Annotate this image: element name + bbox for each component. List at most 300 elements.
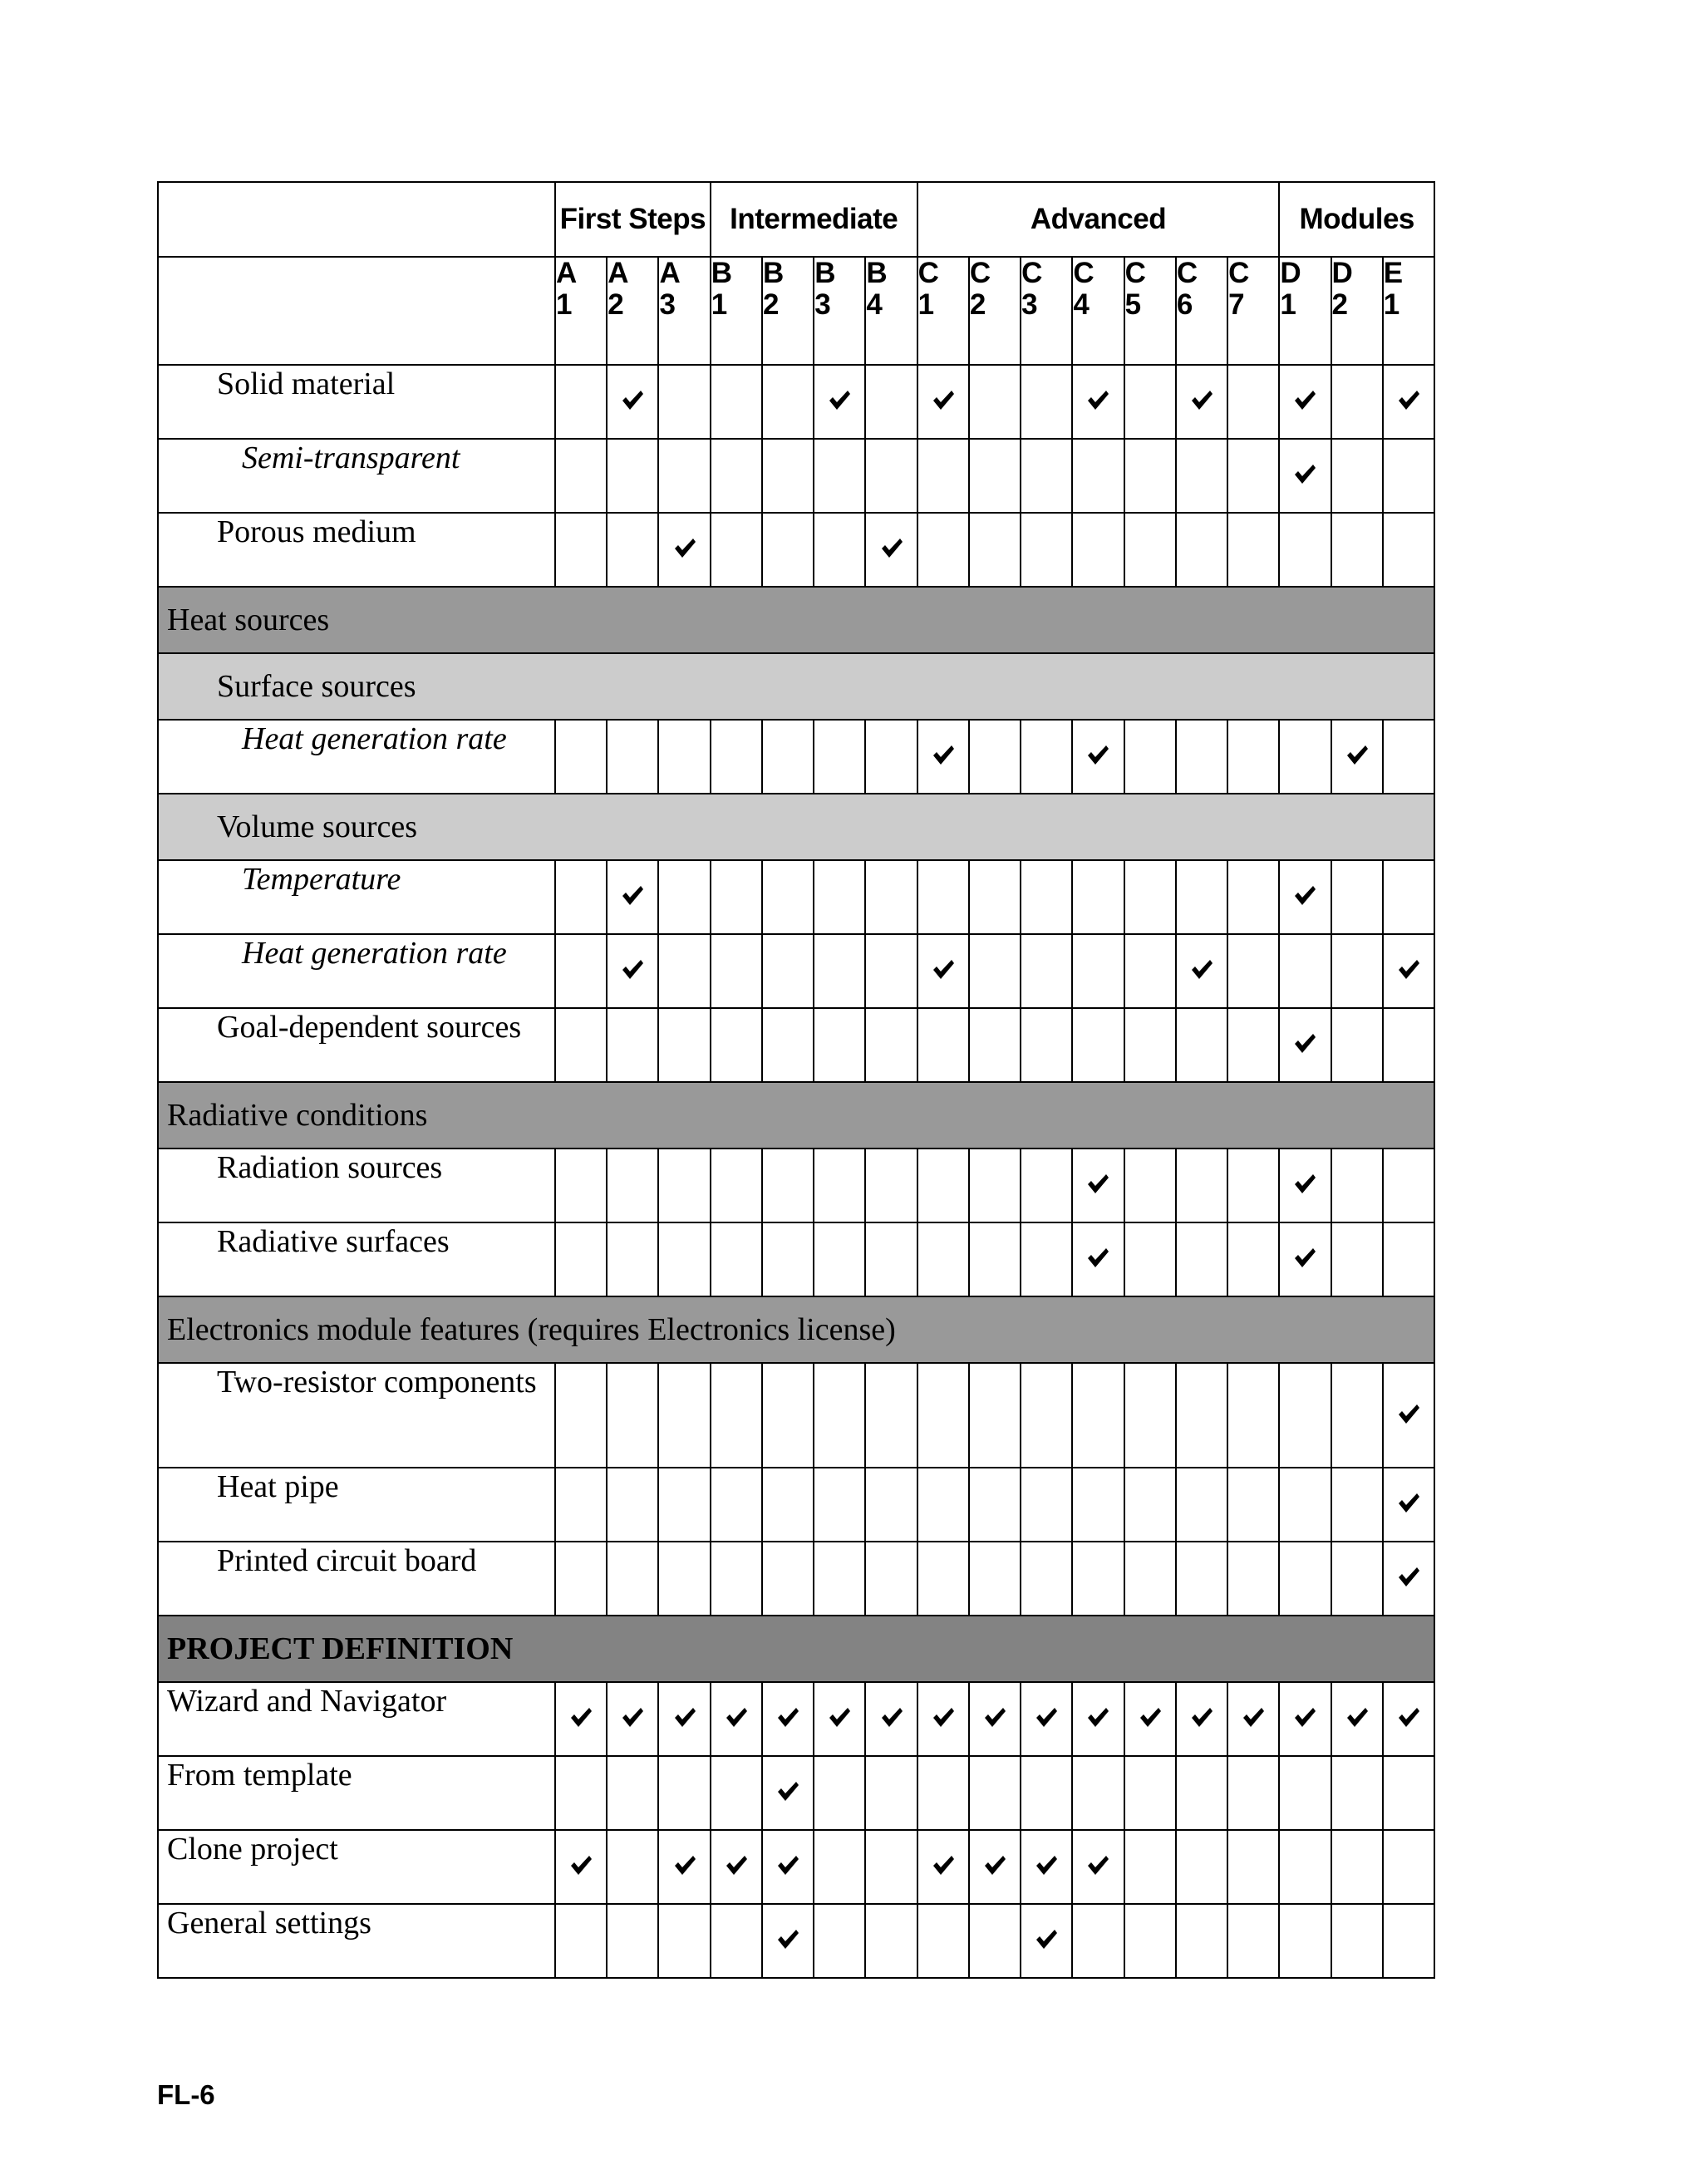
checkmark-icon [931, 957, 956, 981]
column-header [1021, 257, 1072, 365]
tutorial-cell [865, 1756, 917, 1830]
tutorial-cell [1227, 365, 1279, 439]
tutorial-cell [865, 720, 917, 794]
column-header [865, 257, 917, 365]
tutorial-cell [711, 720, 762, 794]
tutorial-cell [1072, 1222, 1124, 1296]
feature-label: Goal-dependent sources [158, 1008, 555, 1082]
column-header [1331, 257, 1383, 365]
tutorial-cell [658, 1830, 710, 1904]
section-title: Surface sources [158, 653, 1434, 720]
checkmark-icon [827, 387, 852, 412]
tutorial-cell [1383, 1008, 1434, 1082]
feature-label: Porous medium [158, 513, 555, 587]
tutorial-cell [1331, 1904, 1383, 1978]
feature-row [158, 365, 1434, 439]
tutorial-cell [1072, 934, 1124, 1008]
tutorial-cell [1331, 1222, 1383, 1296]
column-letter: C [969, 257, 991, 289]
tutorial-cell [1383, 1149, 1434, 1222]
tutorial-cell [1176, 1830, 1227, 1904]
column-header [711, 257, 762, 365]
checkmark-icon [775, 1926, 800, 1951]
column-letter: D [1331, 257, 1353, 289]
tutorial-cell [1383, 1363, 1434, 1468]
tutorial-cell [1072, 439, 1124, 513]
tutorial-cell [969, 720, 1021, 794]
tutorial-cell [711, 1149, 762, 1222]
checkmark-icon [1292, 1171, 1317, 1196]
checkmark-icon [1396, 1564, 1421, 1589]
tutorial-cell [1331, 1542, 1383, 1616]
tutorial-cell [1072, 365, 1124, 439]
tutorial-cell [555, 934, 607, 1008]
checkmark-icon [1345, 1704, 1370, 1729]
tutorial-cell [607, 1756, 658, 1830]
tutorial-cell [1021, 1830, 1072, 1904]
tutorial-cell [555, 1542, 607, 1616]
tutorial-cell [814, 513, 865, 587]
tutorial-cell [1072, 1468, 1124, 1542]
column-number: 2 [762, 288, 780, 321]
tutorial-cell [1072, 1904, 1124, 1978]
tutorial-cell [917, 1363, 969, 1468]
tutorial-cell [1021, 365, 1072, 439]
tutorial-cell [1279, 1222, 1331, 1296]
tutorial-cell [814, 1904, 865, 1978]
column-header [1176, 257, 1227, 365]
feature-row [158, 1008, 1434, 1082]
group-header: Intermediate [711, 182, 917, 257]
tutorial-cell [814, 1363, 865, 1468]
tutorial-cell [1176, 860, 1227, 934]
checkmark-icon [1085, 1852, 1110, 1877]
tutorial-cell [762, 720, 814, 794]
tutorial-cell [555, 1468, 607, 1542]
tutorial-cell [658, 1542, 710, 1616]
checkmark-icon [1292, 461, 1317, 486]
feature-row [158, 1468, 1434, 1542]
tutorial-cell [711, 1904, 762, 1978]
column-header [1383, 257, 1434, 365]
tutorial-cell [762, 1830, 814, 1904]
tutorial-cell [711, 1222, 762, 1296]
tutorial-cell [865, 1682, 917, 1756]
tutorial-cell [1124, 1542, 1176, 1616]
column-header [969, 257, 1021, 365]
column-number: 1 [917, 288, 935, 321]
tutorial-cell [658, 1756, 710, 1830]
feature-row [158, 1756, 1434, 1830]
tutorial-cell [1331, 513, 1383, 587]
tutorial-cell [1072, 1008, 1124, 1082]
tutorial-cell [1383, 934, 1434, 1008]
tutorial-cell [917, 1756, 969, 1830]
checkmark-icon [1085, 1245, 1110, 1270]
tutorial-cell [1124, 1363, 1176, 1468]
group-header: Advanced [917, 182, 1280, 257]
tutorial-cell [1176, 1149, 1227, 1222]
tutorial-cell [969, 1542, 1021, 1616]
tutorial-cell [969, 1904, 1021, 1978]
tutorial-cell [917, 365, 969, 439]
checkmark-icon [1396, 957, 1421, 981]
tutorial-cell [658, 1904, 710, 1978]
column-number: 7 [1228, 288, 1245, 321]
checkmark-icon [1034, 1852, 1059, 1877]
tutorial-cell [607, 1363, 658, 1468]
tutorial-cell [865, 1468, 917, 1542]
checkmark-icon [879, 535, 904, 560]
tutorial-cell [1124, 1008, 1176, 1082]
tutorial-cell [607, 1149, 658, 1222]
checkmark-icon [775, 1852, 800, 1877]
tutorial-cell [1331, 720, 1383, 794]
tutorial-cell [865, 513, 917, 587]
tutorial-cell [658, 1468, 710, 1542]
tutorial-cell [865, 1363, 917, 1468]
checkmark-icon [1292, 883, 1317, 908]
tutorial-cell [865, 1542, 917, 1616]
column-letter: C [1124, 257, 1146, 289]
feature-matrix-table [157, 181, 1435, 1979]
tutorial-cell [1383, 1756, 1434, 1830]
tutorial-cell [555, 1149, 607, 1222]
tutorial-cell [1331, 1363, 1383, 1468]
column-header [1124, 257, 1176, 365]
tutorial-cell [711, 860, 762, 934]
tutorial-cell [1124, 1830, 1176, 1904]
tutorial-cell [1072, 1363, 1124, 1468]
checkmark-icon [1292, 1704, 1317, 1729]
section-header-row [158, 653, 1434, 720]
tutorial-cell [917, 1542, 969, 1616]
tutorial-cell [658, 934, 710, 1008]
tutorial-cell [1124, 1222, 1176, 1296]
checkmark-icon [568, 1852, 593, 1877]
column-header [917, 257, 969, 365]
column-number: 1 [556, 288, 573, 321]
tutorial-cell [1021, 1468, 1072, 1542]
tutorial-cell [1176, 513, 1227, 587]
tutorial-cell [1227, 720, 1279, 794]
tutorial-cell [711, 439, 762, 513]
tutorial-cell [814, 439, 865, 513]
tutorial-cell [969, 1008, 1021, 1082]
column-letter: C [1021, 257, 1043, 289]
tutorial-cell [1383, 1682, 1434, 1756]
column-letter: D [1280, 257, 1301, 289]
checkmark-icon [1138, 1704, 1163, 1729]
tutorial-cell [1072, 1830, 1124, 1904]
checkmark-icon [982, 1852, 1007, 1877]
feature-label: From template [158, 1756, 555, 1830]
column-letter: C [1073, 257, 1094, 289]
tutorial-cell [814, 720, 865, 794]
column-number: 2 [1331, 288, 1349, 321]
tutorial-cell [865, 1904, 917, 1978]
tutorial-cell [1227, 1830, 1279, 1904]
tutorial-cell [658, 1149, 710, 1222]
tutorial-cell [1227, 1542, 1279, 1616]
tutorial-cell [1021, 1756, 1072, 1830]
tutorial-cell [1331, 1149, 1383, 1222]
column-number: 4 [866, 288, 883, 321]
tutorial-cell [1176, 1756, 1227, 1830]
tutorial-cell [762, 1682, 814, 1756]
tutorial-cell [917, 1830, 969, 1904]
tutorial-cell [1176, 1904, 1227, 1978]
tutorial-cell [1176, 439, 1227, 513]
column-header [762, 257, 814, 365]
feature-row [158, 1904, 1434, 1978]
tutorial-cell [1331, 439, 1383, 513]
column-letter: B [866, 257, 888, 289]
feature-row [158, 860, 1434, 934]
tutorial-cell [1227, 1363, 1279, 1468]
column-header [814, 257, 865, 365]
tutorial-cell [1072, 1682, 1124, 1756]
checkmark-icon [1292, 387, 1317, 412]
checkmark-icon [1241, 1704, 1266, 1729]
tutorial-cell [1072, 860, 1124, 934]
tutorial-cell [969, 1468, 1021, 1542]
tutorial-cell [865, 1149, 917, 1222]
tutorial-cell [1176, 720, 1227, 794]
tutorial-cell [1331, 934, 1383, 1008]
tutorial-cell [658, 1682, 710, 1756]
tutorial-cell [607, 439, 658, 513]
column-header [555, 257, 607, 365]
tutorial-cell [1021, 1222, 1072, 1296]
checkmark-icon [1292, 1031, 1317, 1055]
tutorial-cell [555, 1904, 607, 1978]
tutorial-cell [1279, 1904, 1331, 1978]
section-header-row [158, 1616, 1434, 1682]
tutorial-cell [658, 1363, 710, 1468]
tutorial-cell [555, 1008, 607, 1082]
tutorial-cell [762, 439, 814, 513]
tutorial-cell [969, 934, 1021, 1008]
column-letter: E [1383, 257, 1404, 289]
tutorial-cell [1176, 365, 1227, 439]
section-title: Heat sources [158, 587, 1434, 653]
tutorial-cell [1331, 365, 1383, 439]
tutorial-cell [969, 365, 1021, 439]
tutorial-cell [969, 1830, 1021, 1904]
tutorial-cell [1124, 439, 1176, 513]
tutorial-cell [1383, 720, 1434, 794]
tutorial-cell [1383, 365, 1434, 439]
tutorial-cell [555, 1682, 607, 1756]
tutorial-cell [555, 1222, 607, 1296]
tutorial-cell [1331, 1008, 1383, 1082]
column-letter: C [917, 257, 939, 289]
tutorial-cell [1021, 1904, 1072, 1978]
checkmark-icon [1292, 1245, 1317, 1270]
tutorial-cell [762, 365, 814, 439]
tutorial-cell [1383, 860, 1434, 934]
column-letter: B [814, 257, 836, 289]
tutorial-cell [917, 720, 969, 794]
tutorial-cell [1331, 860, 1383, 934]
tutorial-cell [762, 1904, 814, 1978]
checkmark-icon [1034, 1704, 1059, 1729]
tutorial-cell [1331, 1682, 1383, 1756]
tutorial-cell [1021, 513, 1072, 587]
tutorial-cell [969, 439, 1021, 513]
tutorial-cell [1279, 1682, 1331, 1756]
tutorial-cell [1124, 934, 1176, 1008]
column-number: 6 [1176, 288, 1193, 321]
tutorial-cell [814, 1756, 865, 1830]
tutorial-cell [1227, 934, 1279, 1008]
tutorial-cell [865, 1008, 917, 1082]
tutorial-cell [607, 1222, 658, 1296]
tutorial-cell [1124, 513, 1176, 587]
tutorial-cell [1383, 1904, 1434, 1978]
feature-label: General settings [158, 1904, 555, 1978]
feature-row [158, 1682, 1434, 1756]
column-number: 3 [814, 288, 831, 321]
tutorial-cell [814, 860, 865, 934]
tutorial-cell [1279, 1542, 1331, 1616]
tutorial-cell [555, 513, 607, 587]
checkmark-icon [1034, 1926, 1059, 1951]
tutorial-cell [917, 1008, 969, 1082]
tutorial-cell [1227, 1756, 1279, 1830]
tutorial-cell [1279, 1468, 1331, 1542]
column-header [658, 257, 710, 365]
tutorial-cell [658, 860, 710, 934]
section-header-row [158, 794, 1434, 860]
tutorial-cell [917, 1682, 969, 1756]
tutorial-cell [762, 1363, 814, 1468]
tutorial-cell [1227, 1468, 1279, 1542]
checkmark-icon [982, 1704, 1007, 1729]
checkmark-icon [1189, 957, 1214, 981]
feature-row [158, 720, 1434, 794]
tutorial-cell [1021, 720, 1072, 794]
tutorial-cell [1176, 1468, 1227, 1542]
tutorial-cell [711, 934, 762, 1008]
tutorial-cell [1279, 720, 1331, 794]
section-title: Volume sources [158, 794, 1434, 860]
tutorial-cell [1021, 1149, 1072, 1222]
checkmark-icon [775, 1704, 800, 1729]
section-title: Radiative conditions [158, 1082, 1434, 1149]
tutorial-cell [658, 1008, 710, 1082]
tutorial-cell [1124, 1904, 1176, 1978]
tutorial-cell [1383, 1542, 1434, 1616]
checkmark-icon [1085, 1171, 1110, 1196]
tutorial-cell [1176, 1222, 1227, 1296]
checkmark-icon [620, 957, 645, 981]
column-number: 2 [969, 288, 986, 321]
column-number: 3 [1021, 288, 1038, 321]
section-header-row [158, 1296, 1434, 1363]
tutorial-cell [1279, 1008, 1331, 1082]
feature-row [158, 1542, 1434, 1616]
tutorial-cell [969, 1363, 1021, 1468]
checkmark-icon [931, 742, 956, 767]
feature-label: Wizard and Navigator [158, 1682, 555, 1756]
tutorial-cell [1176, 1682, 1227, 1756]
checkmark-icon [931, 1704, 956, 1729]
tutorial-cell [969, 1756, 1021, 1830]
tutorial-cell [865, 934, 917, 1008]
column-number: 1 [711, 288, 728, 321]
checkmark-icon [1085, 387, 1110, 412]
checkmark-icon [620, 1704, 645, 1729]
checkmark-icon [672, 535, 697, 560]
tutorial-cell [917, 1468, 969, 1542]
tutorial-cell [814, 1149, 865, 1222]
tutorial-cell [865, 439, 917, 513]
tutorial-cell [658, 365, 710, 439]
feature-row [158, 934, 1434, 1008]
tutorial-cell [1227, 1222, 1279, 1296]
checkmark-icon [1396, 1704, 1421, 1729]
tutorial-cell [1279, 439, 1331, 513]
tutorial-cell [1072, 1149, 1124, 1222]
tutorial-cell [711, 1830, 762, 1904]
group-header: Modules [1279, 182, 1434, 257]
column-letter: B [711, 257, 732, 289]
tutorial-cell [762, 513, 814, 587]
tutorial-cell [1021, 934, 1072, 1008]
checkmark-icon [1396, 1401, 1421, 1426]
tutorial-cell [1383, 1468, 1434, 1542]
section-header-row [158, 587, 1434, 653]
tutorial-cell [711, 365, 762, 439]
tutorial-cell [969, 860, 1021, 934]
tutorial-cell [1124, 365, 1176, 439]
checkmark-icon [1345, 742, 1370, 767]
tutorial-cell [607, 934, 658, 1008]
column-header [1279, 257, 1331, 365]
checkmark-icon [1085, 742, 1110, 767]
tutorial-cell [1021, 1008, 1072, 1082]
tutorial-cell [917, 1149, 969, 1222]
checkmark-icon [1189, 1704, 1214, 1729]
checkmark-icon [568, 1704, 593, 1729]
tutorial-cell [1279, 365, 1331, 439]
column-header [607, 257, 658, 365]
tutorial-cell [762, 1149, 814, 1222]
tutorial-cell [865, 1830, 917, 1904]
tutorial-cell [917, 934, 969, 1008]
tutorial-cell [607, 1830, 658, 1904]
column-letter: C [1228, 257, 1250, 289]
column-header-row [158, 257, 1434, 365]
tutorial-cell [814, 1222, 865, 1296]
column-number: 2 [608, 288, 624, 321]
tutorial-cell [1227, 860, 1279, 934]
tutorial-cell [1021, 1363, 1072, 1468]
tutorial-cell [607, 1682, 658, 1756]
feature-label: Radiation sources [158, 1149, 555, 1222]
tutorial-cell [1331, 1756, 1383, 1830]
tutorial-cell [1176, 1542, 1227, 1616]
tutorial-cell [969, 513, 1021, 587]
tutorial-cell [814, 1542, 865, 1616]
column-number: 4 [1073, 288, 1090, 321]
tutorial-cell [762, 934, 814, 1008]
feature-row [158, 439, 1434, 513]
column-header [1227, 257, 1279, 365]
tutorial-cell [555, 365, 607, 439]
